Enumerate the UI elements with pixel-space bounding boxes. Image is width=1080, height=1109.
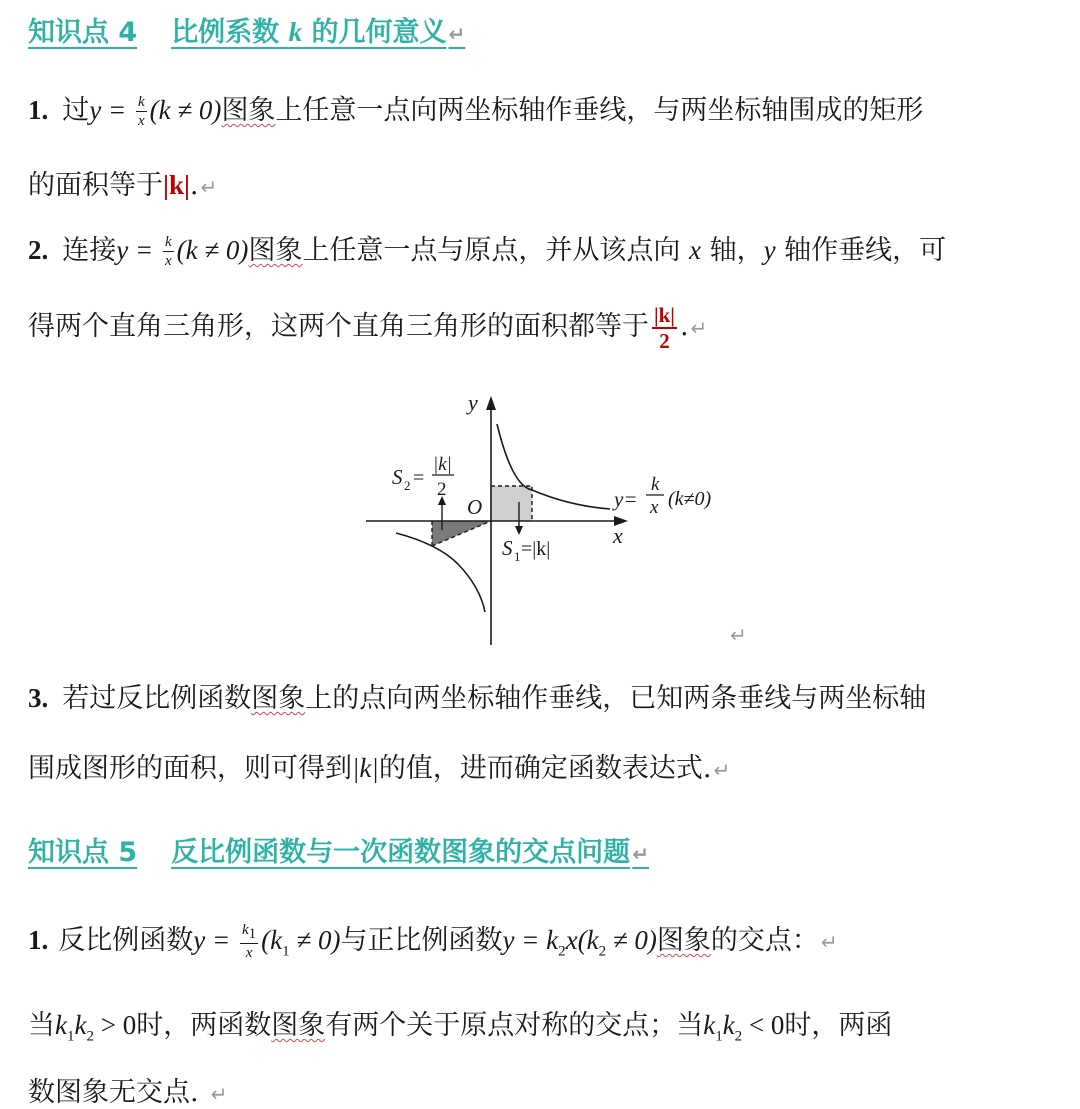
heading-text: 比例系数 (171, 17, 289, 48)
item-number: 1. (28, 95, 49, 125)
text: ≠ 0) (289, 925, 341, 955)
text: > 0 (93, 1010, 137, 1040)
s2-label: S (392, 465, 403, 489)
subscript: 2 (558, 943, 566, 960)
subscript: 1 (715, 1028, 723, 1045)
k1k2-positive (55, 1010, 137, 1045)
text: 时，两函 (784, 1010, 893, 1041)
text: 图象 (251, 683, 306, 714)
paragraph-1-line-2 (28, 163, 217, 202)
paragraph-2-line-2 (28, 304, 707, 352)
denominator: x (164, 252, 172, 269)
formula-lhs: y = (89, 95, 133, 125)
y-axis-arrow-icon (486, 396, 496, 410)
condition: (k ≠ 0) (149, 95, 222, 125)
k: k (55, 1010, 67, 1040)
denominator: x (137, 112, 145, 129)
paragraph-mark: ↵ (713, 758, 731, 782)
text: 有两个关于原点对称的交点；当 (325, 1010, 704, 1041)
paragraph-mark: ↵ (690, 316, 708, 340)
text: . (679, 311, 689, 342)
heading-text: 反比例函数与一次函数图象的交点问题 (171, 837, 631, 868)
heading-k: k (288, 17, 303, 47)
subscript: 2 (598, 943, 607, 960)
heading-number: 知识点 5 (28, 837, 138, 868)
text: ≠ 0) (606, 925, 657, 955)
fraction-k1-over-x (240, 923, 258, 961)
text: x(k (565, 925, 599, 955)
y-axis-label: y (468, 390, 478, 415)
text: 若过反比例函数 (62, 683, 252, 714)
text: 与正比例函数 (340, 925, 503, 956)
paragraph-mark: ↵ (448, 22, 466, 46)
text: 当 (28, 1010, 55, 1041)
text: 围成图形的面积，则可得到 (28, 753, 352, 784)
k1k2-negative (703, 1010, 785, 1045)
s1-label: S (502, 536, 513, 560)
answer-abs-k: |k| (163, 170, 190, 200)
paragraph-mark: ↵ (200, 175, 218, 199)
s1-subscript: 1 (514, 549, 521, 564)
paragraph-1-line-1 (28, 88, 923, 129)
text: 的面积等于 (28, 170, 163, 201)
paragraph-3-line-2 (28, 746, 730, 785)
k: k (703, 1010, 716, 1040)
section-5-heading (28, 830, 649, 869)
curve-condition: (k≠0) (668, 488, 712, 510)
text: 图象 (248, 235, 303, 266)
paragraph-2-line-1 (28, 228, 946, 269)
text: 图象 (221, 95, 276, 126)
hyperbola-figure (0, 380, 1080, 655)
formula-lhs: y = (116, 235, 160, 265)
curve-denominator: x (650, 497, 659, 518)
paragraph-mark: ↵ (210, 1082, 228, 1106)
item-number: 3. (28, 683, 49, 713)
k: k (241, 921, 249, 938)
subscript: 2 (734, 1028, 743, 1045)
paragraph-mark: ↵ (820, 930, 838, 954)
abs-k: |k| (352, 753, 379, 783)
text: < 0 (742, 1010, 785, 1040)
s1-value: =|k| (521, 538, 551, 560)
text: 数图象无交点. (28, 1077, 199, 1108)
k: k (722, 1010, 735, 1040)
subscript: 2 (86, 1028, 94, 1045)
denominator: 2 (659, 329, 670, 354)
k: k (74, 1010, 87, 1040)
var-y: y (763, 235, 776, 265)
text: 图象 (656, 925, 711, 956)
text: 连接 (62, 235, 117, 266)
text: 上任意一点与原点，并从该点向 (302, 235, 690, 266)
paragraph-4-line-3 (28, 1070, 227, 1109)
text: 轴， (701, 235, 764, 266)
origin-label: O (467, 495, 483, 519)
numerator: k (137, 93, 145, 110)
shaded-rectangle (491, 486, 532, 521)
numerator (240, 923, 258, 944)
s2-numerator: |k| (433, 454, 452, 475)
text: 的值，进而确定函数表达式. (378, 753, 712, 784)
text: 得两个直角三角形，这两个直角三角形的面积都等于 (28, 311, 649, 342)
text: 轴作垂线，可 (775, 235, 947, 266)
text: y = k (502, 925, 559, 955)
item-number: 2. (28, 235, 49, 265)
subscript: 1 (66, 1028, 75, 1045)
text: 图象 (271, 1010, 326, 1041)
x-axis-label: x (613, 523, 623, 548)
paragraph-mark: ↵ (730, 623, 747, 647)
text: 上任意一点向两坐标轴作垂线，与两坐标轴围成的矩形 (275, 95, 924, 126)
s1-arrow-icon (515, 526, 523, 535)
subscript: 1 (282, 943, 290, 960)
text: 时，两函数 (136, 1010, 272, 1041)
fraction-k-over-x (163, 235, 174, 269)
numerator: k (164, 233, 172, 250)
paragraph-mark: ↵ (632, 842, 649, 866)
text: 的交点： (710, 925, 819, 956)
curve-numerator: k (651, 474, 660, 495)
section-4-heading (28, 10, 465, 49)
text: 上的点向两坐标轴作垂线，已知两条垂线与两坐标轴 (305, 683, 927, 714)
paragraph-3-line-1 (28, 676, 926, 715)
text: 过 (62, 95, 90, 126)
denominator: x (245, 944, 253, 961)
text: (k (261, 925, 283, 955)
condition: (k ≠ 0) (176, 235, 249, 265)
s2-subscript: 2 (404, 478, 411, 493)
hyperbola-branch-q3 (396, 533, 485, 612)
text: . (189, 170, 199, 201)
curve-label-lhs: y= (614, 487, 638, 511)
paragraph-4-line-2 (28, 1003, 892, 1045)
subscript: 1 (248, 925, 257, 942)
linear-formula (502, 925, 657, 960)
s2-denominator: 2 (437, 479, 447, 500)
formula-lhs: y = (193, 925, 237, 955)
numerator: |k| (654, 303, 675, 328)
s2-equals: = (413, 467, 425, 489)
answer-abs-k-over-2 (652, 305, 677, 352)
fraction-k-over-x (136, 95, 147, 129)
var-x: x (689, 235, 702, 265)
paragraph-4-line-1 (28, 918, 838, 961)
text: 反比例函数 (58, 925, 194, 956)
item-number: 1. (28, 925, 49, 955)
heading-number: 知识点 4 (28, 17, 138, 48)
condition-1 (261, 925, 341, 960)
heading-text-end: 的几何意义 (302, 17, 447, 48)
